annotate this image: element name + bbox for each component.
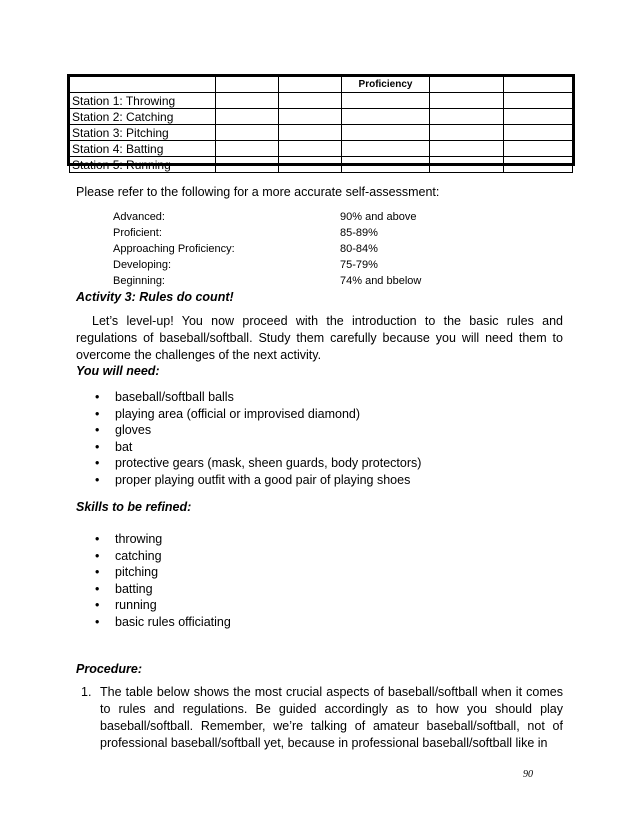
list-item: • pitching	[95, 564, 231, 581]
scale-row	[113, 241, 421, 257]
table-row	[70, 141, 573, 157]
scale-row	[113, 209, 421, 225]
list-item: • proper playing outfit with a good pair of playing shoes	[95, 472, 421, 489]
table-cell	[279, 141, 342, 157]
scale-row	[113, 225, 421, 241]
procedure-heading: Procedure:	[76, 662, 142, 676]
list-item: • bat	[95, 439, 421, 456]
table-cell	[342, 93, 430, 109]
page-number: 90	[523, 769, 533, 780]
table-cell	[279, 109, 342, 125]
table-cell	[70, 77, 216, 93]
table-cell	[430, 141, 504, 157]
table-cell	[216, 141, 279, 157]
scale-label: Approaching Proficiency:	[113, 243, 235, 255]
table-cell	[504, 77, 573, 93]
assessment-intro: Please refer to the following for a more accurate self-assessment:	[76, 185, 440, 199]
station-label: Station 3: Pitching	[70, 125, 216, 141]
list-item: • catching	[95, 548, 231, 565]
table-cell	[279, 125, 342, 141]
table-cell	[279, 157, 342, 173]
table-cell	[279, 77, 342, 93]
scale-label: Developing:	[113, 259, 172, 271]
table-cell	[279, 93, 342, 109]
list-item: • throwing	[95, 531, 231, 548]
table-cell	[342, 157, 430, 173]
table-cell	[342, 125, 430, 141]
activity-title: Activity 3: Rules do count!	[76, 290, 234, 304]
scale-label: Beginning:	[113, 275, 165, 287]
table-cell	[504, 93, 573, 109]
assessment-scale	[113, 209, 421, 289]
station-label: Station 2: Catching	[70, 109, 216, 125]
table-cell	[342, 141, 430, 157]
scale-range: 74% and bbelow	[340, 275, 422, 287]
list-item: • gloves	[95, 422, 421, 439]
table-row	[70, 157, 573, 173]
list-item: • baseball/softball balls	[95, 389, 421, 406]
table-cell	[504, 125, 573, 141]
scale-range: 85-89%	[340, 227, 378, 239]
list-item: • playing area (official or improvised diamond)	[95, 406, 421, 423]
proficiency-header: Proficiency	[342, 77, 430, 93]
item-text: The table below shows the most crucial aspects of baseball/softball when it comes to rules and regulations. Be guided accordingly as to how you should play baseball/softball. Remember, we’re talking of amateur baseball/softball, not of professional baseball/softball yet, because in professional baseball/softball like in	[100, 685, 563, 750]
station-label: Station 4: Batting	[70, 141, 216, 157]
table-cell	[504, 157, 573, 173]
list-item: • running	[95, 597, 231, 614]
scale-row	[113, 273, 421, 289]
table-cell	[216, 157, 279, 173]
station-label: Station 1: Throwing	[70, 93, 216, 109]
table-cell	[216, 125, 279, 141]
skills-heading: Skills to be refined:	[76, 500, 192, 514]
table-cell	[216, 93, 279, 109]
table-cell	[430, 93, 504, 109]
item-number: 1.	[81, 685, 92, 699]
table-cell	[430, 109, 504, 125]
proficiency-table	[67, 74, 575, 172]
table-cell	[216, 77, 279, 93]
table-row	[70, 109, 573, 125]
station-label: Station 5: Running	[70, 157, 216, 173]
needs-list	[95, 389, 421, 489]
list-item: • protective gears (mask, sheen guards, body protectors)	[95, 455, 421, 472]
table-cell	[504, 109, 573, 125]
procedure-item	[81, 684, 563, 752]
activity-paragraph: Let’s level-up! You now proceed with the introduction to the basic rules and regulations of baseball/softball. Study them carefully because you will need them to overcome the challenges of the next activity.	[76, 314, 563, 362]
table-cell	[430, 77, 504, 93]
list-item: • batting	[95, 581, 231, 598]
table-cell	[342, 109, 430, 125]
needs-heading: You will need:	[76, 364, 160, 378]
table-cell	[216, 109, 279, 125]
table-cell	[430, 125, 504, 141]
scale-range: 75-79%	[340, 259, 378, 271]
table-cell	[430, 157, 504, 173]
skills-list	[95, 531, 231, 631]
table-header-row	[70, 77, 573, 93]
list-item: • basic rules officiating	[95, 614, 231, 631]
scale-range: 80-84%	[340, 243, 378, 255]
scale-label: Advanced:	[113, 211, 165, 223]
scale-range: 90% and above	[340, 211, 417, 223]
table-cell	[504, 141, 573, 157]
table-row	[70, 125, 573, 141]
scale-label: Proficient:	[113, 227, 162, 239]
scale-row	[113, 257, 421, 273]
table-row	[70, 93, 573, 109]
